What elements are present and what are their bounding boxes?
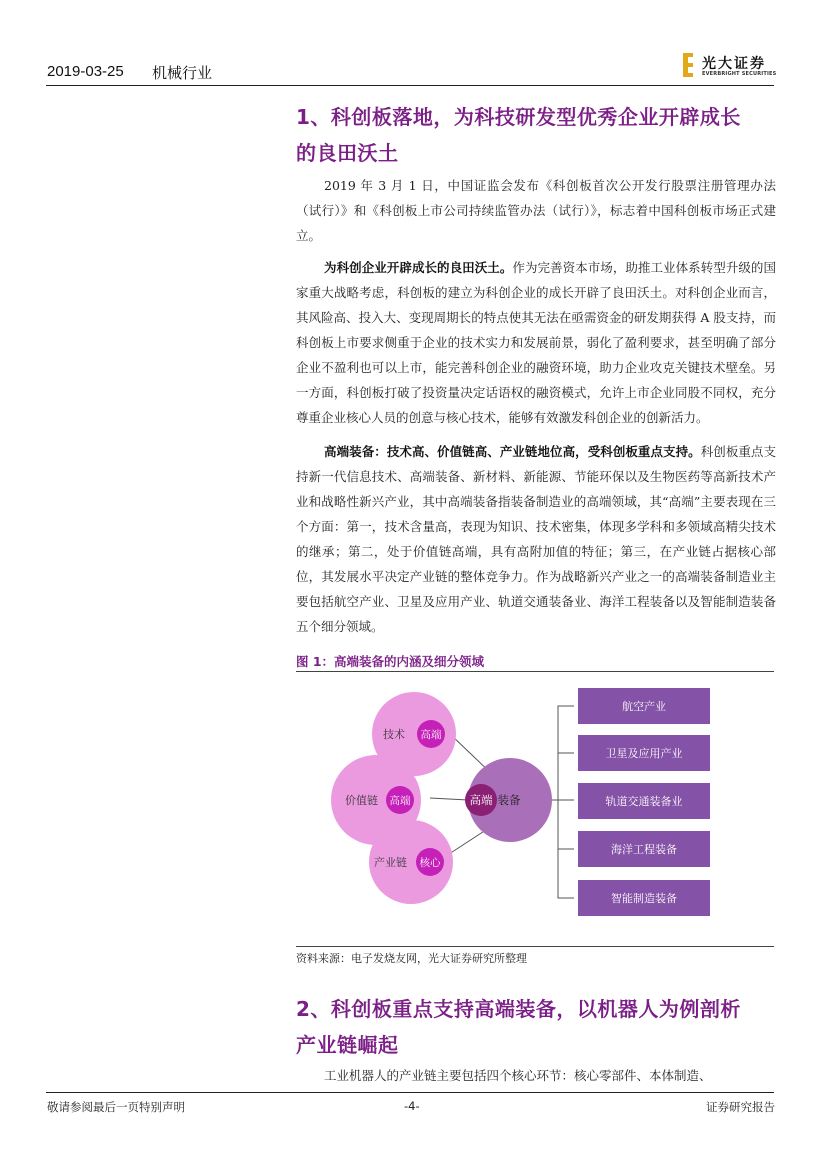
section1-heading — [296, 99, 786, 171]
center-label: 装备 — [497, 793, 521, 807]
page-number: -4- — [404, 1099, 420, 1113]
section1-paragraph3 — [296, 439, 776, 639]
figure-top-rule — [296, 671, 774, 672]
company-logo — [683, 53, 783, 83]
node-highlight: 高端 — [389, 795, 411, 807]
paragraph-lead: 为科创企业开辟成长的良田沃土。 — [324, 260, 513, 275]
section1-heading-line2: 的良田沃土 — [296, 141, 399, 165]
segment-box — [578, 688, 710, 724]
report-category: 机械行业 — [152, 64, 213, 82]
figure-diagram — [296, 676, 774, 940]
segment-box — [578, 880, 710, 916]
paragraph-lead: 高端装备：技术高、价值链高、产业链地位高，受科创板重点支持。 — [324, 444, 701, 459]
logo-text-cn: 光大证券 — [702, 56, 766, 72]
segment-label: 海洋工程装备 — [611, 843, 677, 856]
figure-title: 图 1：高端装备的内涵及细分领域 — [296, 654, 485, 669]
segment-label: 卫星及应用产业 — [605, 747, 683, 760]
footer-disclaimer: 敬请参阅最后一页特别声明 — [47, 1100, 185, 1114]
header-divider — [46, 85, 774, 86]
logo-text-en: EVERBRIGHT SECURITIES — [702, 71, 777, 77]
figure-bottom-rule — [296, 946, 774, 947]
node-label: 价值链 — [345, 794, 378, 807]
segment-box — [578, 783, 710, 819]
logo-mark-icon — [683, 53, 697, 77]
node-highlight: 高端 — [420, 729, 442, 741]
paragraph-text: 科创板重点支持新一代信息技术、高端装备、新材料、新能源、节能环保以及生物医药等高新技术产业和战略性新兴产业，其中高端装备指装备制造业的高端领域，其“高端”主要表现在三个方面：第一，技术含量高，表现为知识、技术密集，体现多学科和多领域高精尖技术的继承；第二，处于价值链高端，具有高附加值的特征；第三，在产业链占据核心部位，其发展水平决定产业链的整体竞争力。作为战略新兴产业之一的高端装备制造业主要包括航空产业、卫星及应用产业、轨道交通装备业、海洋工程装备以及智能制造装备五个细分领域。 — [296, 444, 776, 634]
paragraph-text: 2019 年 3 月 1 日，中国证监会发布《科创板首次公开发行股票注册管理办法（试行）》和《科创板上市公司持续监管办法（试行）》，标志着中国科创板市场正式建立。 — [296, 178, 776, 243]
segment-label: 轨道交通装备业 — [605, 795, 683, 808]
section2-heading — [296, 991, 786, 1063]
paragraph-text: 工业机器人的产业链主要包括四个核心环节：核心零部件、本体制造、 — [324, 1068, 712, 1083]
section2-paragraph1 — [296, 1063, 776, 1088]
node-high-end-equipment — [465, 758, 552, 842]
node-industry-chain-core — [369, 820, 453, 904]
section2-heading-line2: 产业链崛起 — [296, 1033, 399, 1057]
connector-line — [430, 798, 468, 800]
node-highlight: 核心 — [419, 857, 441, 869]
bracket-line — [558, 706, 574, 898]
section1-paragraph1 — [296, 173, 776, 248]
segment-box — [578, 735, 710, 771]
node-label: 产业链 — [374, 856, 407, 869]
paragraph-text: 作为完善资本市场，助推工业体系转型升级的国家重大战略考虑，科创板的建立为科创企业的成长开辟了良田沃土。对科创企业而言，其风险高、投入大、变现周期长的特点使其无法在亟需资金的研发期获得 A 股支持，而科创板上市要求侧重于企业的技术实力和发展前景，弱化了盈利要求，甚至明确了部分企业不盈利也可以上市，能完善科创企业的融资环境，助力企业攻克关键技术壁垒。另一方面，科创板打破了投资量决定话语权的融资模式，允许上市企业同股不同权，充分尊重企业核心人员的创意与核心技术，能够有效激发科创企业的创新活力。 — [296, 260, 776, 425]
section1-heading-line1: 1、科创板落地，为科技研发型优秀企业开辟成长 — [296, 105, 741, 129]
figure-source: 资料来源：电子发烧友网，光大证券研究所整理 — [296, 952, 527, 965]
footer-divider — [46, 1092, 774, 1093]
node-label: 技术 — [383, 728, 405, 741]
footer-report-type: 证券研究报告 — [706, 1100, 775, 1114]
section2-heading-line1: 2、科创板重点支持高端装备，以机器人为例剖析 — [296, 997, 741, 1021]
center-highlight: 高端 — [469, 793, 493, 807]
segment-box — [578, 831, 710, 867]
section1-paragraph2 — [296, 255, 776, 430]
report-date: 2019-03-25 — [47, 63, 124, 80]
segment-label: 智能制造装备 — [611, 892, 677, 905]
segment-label: 航空产业 — [622, 700, 666, 713]
